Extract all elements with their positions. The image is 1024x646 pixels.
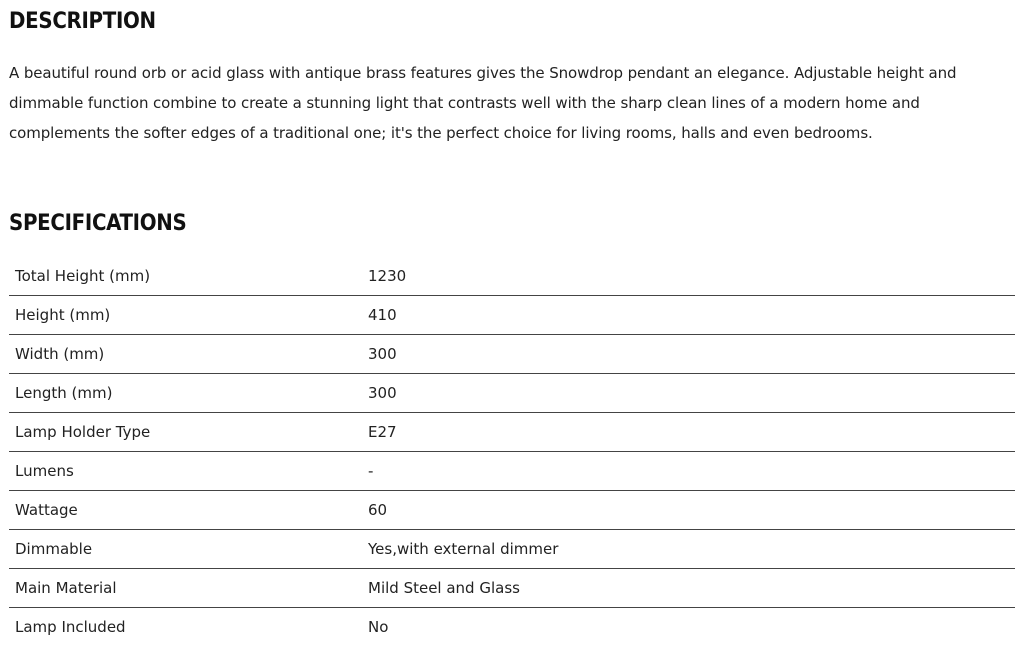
spec-label: Dimmable: [9, 530, 362, 569]
spec-row-main-material: [9, 569, 1015, 608]
spec-value: 300: [362, 374, 1015, 413]
spec-value: 1230: [362, 257, 1015, 296]
spec-label: Main Material: [9, 569, 362, 608]
spec-row-height: [9, 296, 1015, 335]
spec-row-lumens: [9, 452, 1015, 491]
specifications-table: [9, 257, 1015, 646]
spec-label: Width (mm): [9, 335, 362, 374]
spec-label: Length (mm): [9, 374, 362, 413]
spec-label: Lumens: [9, 452, 362, 491]
spec-value: 410: [362, 296, 1015, 335]
spec-value: Yes,with external dimmer: [362, 530, 1015, 569]
spec-value: 300: [362, 335, 1015, 374]
spec-label: Lamp Holder Type: [9, 413, 362, 452]
spec-label: Height (mm): [9, 296, 362, 335]
spec-value: Mild Steel and Glass: [362, 569, 1015, 608]
spec-label: Wattage: [9, 491, 362, 530]
spec-row-width: [9, 335, 1015, 374]
spec-value: No: [362, 608, 1015, 646]
description-text: A beautiful round orb or acid glass with antique brass features gives the Snowdrop pendant an elegance. Adjustable height and dimmable function combine to create a stunning light that contrasts well with the sharp clean lines of a modern home and complements the softer edges of a traditional one; it's the perfect choice for living rooms, halls and even bedrooms.: [9, 58, 1014, 148]
spec-row-length: [9, 374, 1015, 413]
spec-row-lamp-holder-type: [9, 413, 1015, 452]
spec-row-wattage: [9, 491, 1015, 530]
spec-label: Lamp Included: [9, 608, 362, 646]
spec-label: Total Height (mm): [9, 257, 362, 296]
specifications-heading: SPECIFICATIONS: [9, 213, 186, 235]
spec-row-total-height: [9, 257, 1015, 296]
description-heading: DESCRIPTION: [9, 11, 156, 33]
spec-row-lamp-included: [9, 608, 1015, 646]
spec-value: -: [362, 452, 1015, 491]
spec-value: 60: [362, 491, 1015, 530]
spec-row-dimmable: [9, 530, 1015, 569]
spec-value: E27: [362, 413, 1015, 452]
